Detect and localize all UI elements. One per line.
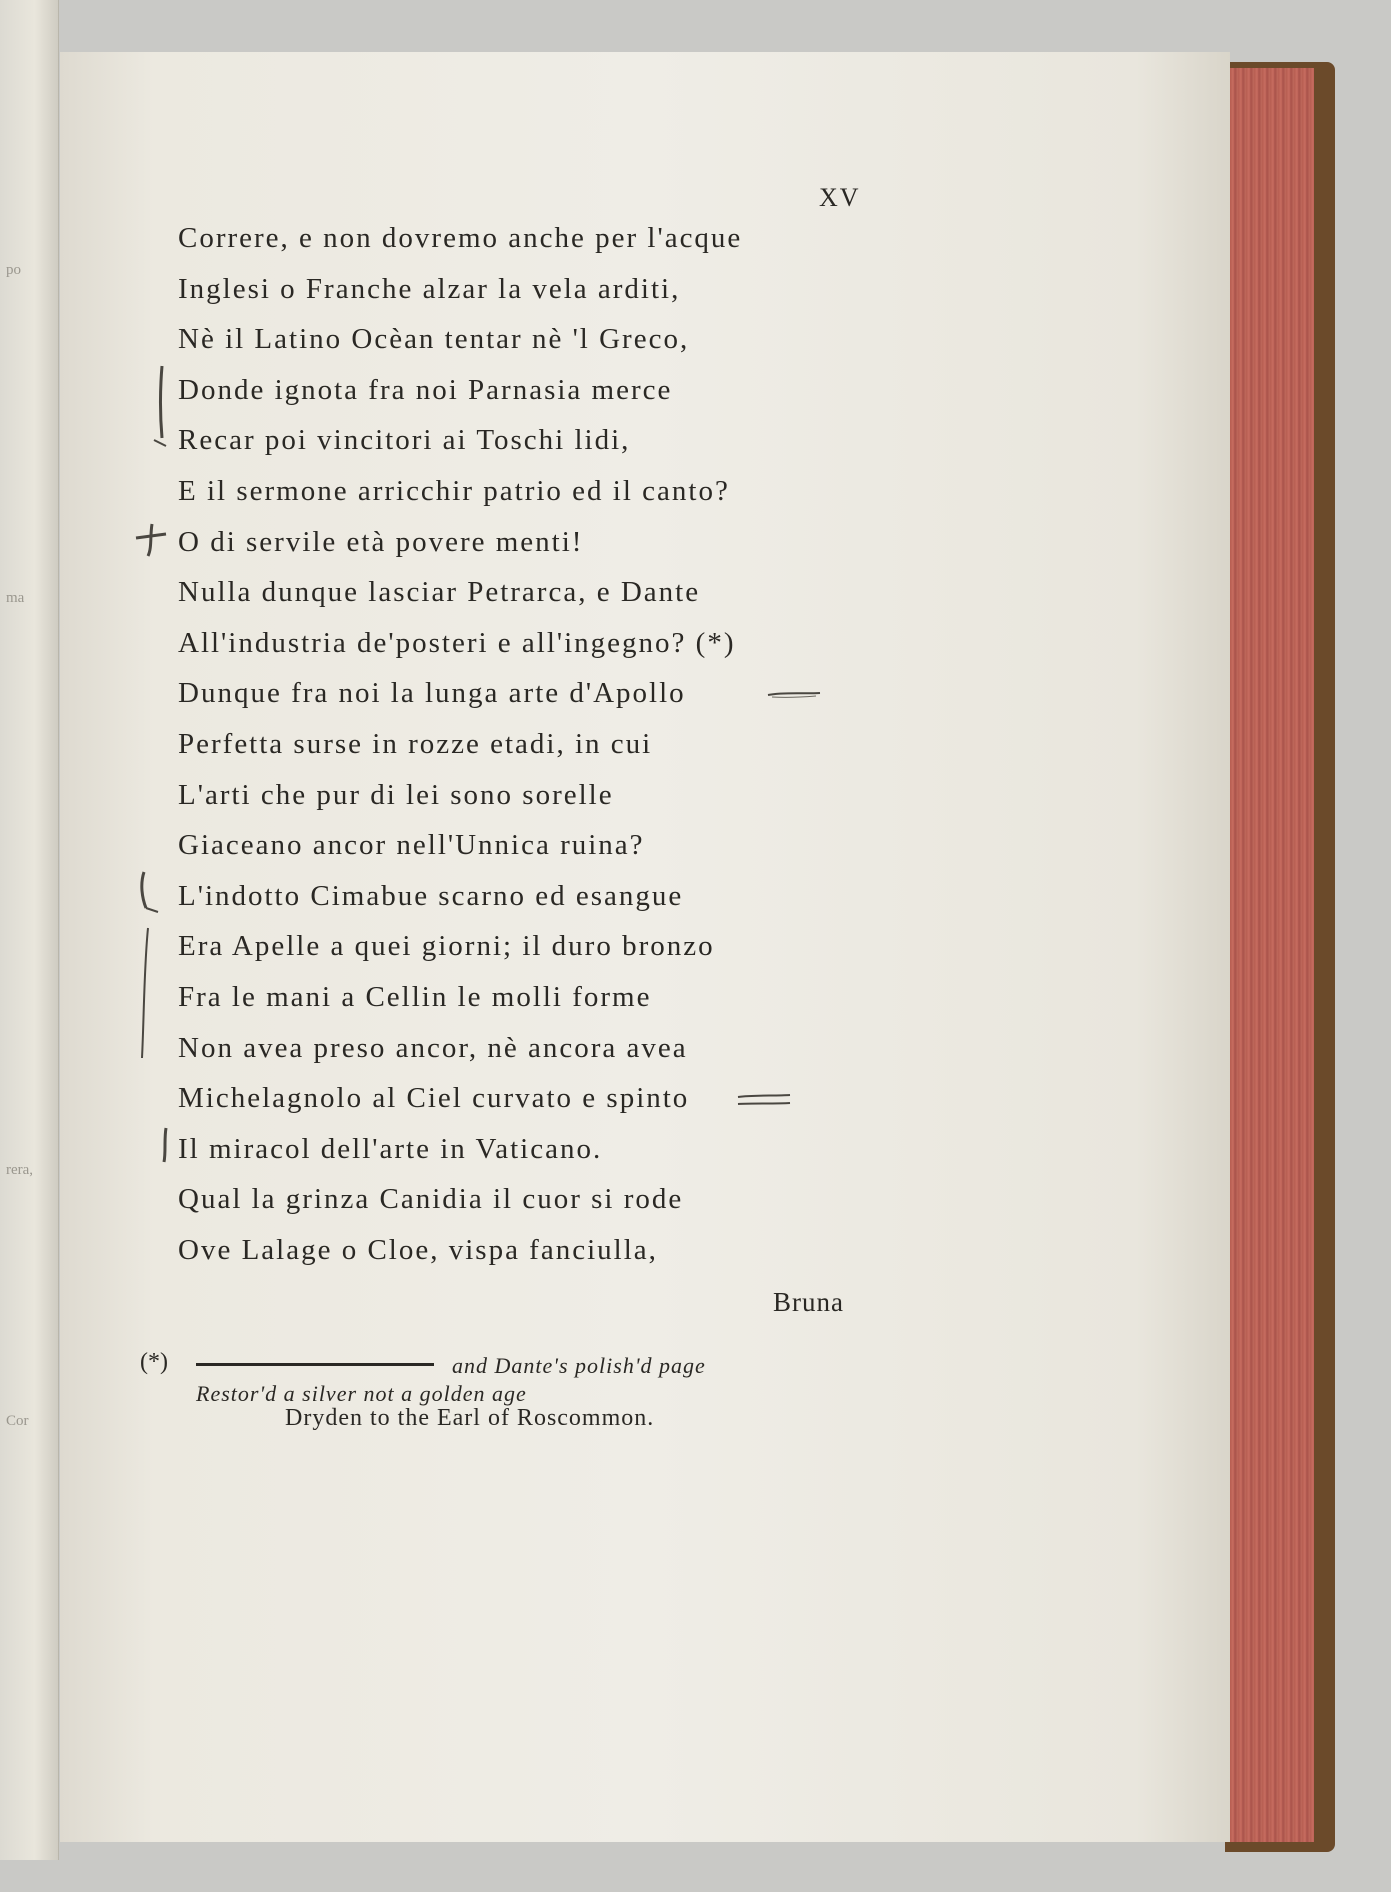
catchword: Bruna: [773, 1287, 844, 1317]
pencil-tick-mark: [156, 1124, 176, 1166]
verse-line: Recar poi vincitori ai Toschi lidi,: [178, 424, 631, 457]
margin-fragment: rera,: [6, 1162, 34, 1178]
margin-fragment: ma: [6, 590, 25, 606]
verse-line: Giaceano ancor nell'Unnica ruina?: [178, 829, 645, 862]
red-page-edges: [1222, 68, 1314, 1842]
margin-fragment: Cor: [6, 1413, 29, 1429]
page-number: XV: [819, 183, 861, 212]
footnote-attribution: Dryden to the Earl of Roscommon.: [285, 1405, 655, 1431]
verse-line: E il sermone arricchir patrio ed il canto?: [178, 475, 730, 507]
pencil-cross-mark: [132, 520, 172, 560]
verse-line: L'indotto Cimabue scarno ed esangue: [178, 879, 684, 912]
pencil-bracket-mark-long: [128, 868, 178, 1068]
verse-line: Qual la grinza Canidia il cuor si rode: [178, 1183, 684, 1216]
verse-line: Era Apelle a quei giorni; il duro bronzo: [178, 930, 715, 963]
verse-line: Ove Lalage o Cloe, vispa fanciulla,: [178, 1234, 658, 1266]
footnote-marker: (*): [140, 1349, 168, 1375]
verse-line: Michelagnolo al Ciel curvato e spinto: [178, 1082, 690, 1115]
footnote-rule: [196, 1363, 434, 1366]
verse-line: O di servile età povere menti!: [178, 525, 584, 558]
pencil-double-dash-mark: [734, 1085, 794, 1115]
verse-line: Donde ignota fra noi Parnasia merce: [178, 373, 673, 406]
verse-line: Dunque fra noi la lunga arte d'Apollo: [178, 677, 686, 710]
previous-page-edge: [0, 0, 59, 1860]
footnote-line-2: Restor'd a silver not a golden age: [196, 1381, 527, 1406]
pencil-bracket-mark: [130, 360, 190, 450]
verse-line: Inglesi o Franche alzar la vela arditi,: [178, 272, 681, 305]
verse-line: Non avea preso ancor, nè ancora avea: [178, 1031, 688, 1064]
verse-line: Nè il Latino Ocèan tentar nè 'l Greco,: [178, 323, 690, 356]
verse-line: Perfetta surse in rozze etadi, in cui: [178, 728, 653, 760]
pencil-dash-mark: [764, 680, 824, 710]
verse-line: Nulla dunque lasciar Petrarca, e Dante: [178, 576, 701, 609]
verse-line: Correre, e non dovremo anche per l'acque: [178, 222, 743, 254]
verse-line: Fra le mani a Cellin le molli forme: [178, 981, 652, 1013]
verse-line: L'arti che pur di lei sono sorelle: [178, 778, 614, 811]
verse-line: All'industria de'posteri e all'ingegno? (*): [178, 626, 736, 659]
margin-fragment: po: [6, 262, 21, 278]
verse-line: Il miracol dell'arte in Vaticano.: [178, 1132, 603, 1165]
footnote-line-1: and Dante's polish'd page: [452, 1353, 706, 1378]
